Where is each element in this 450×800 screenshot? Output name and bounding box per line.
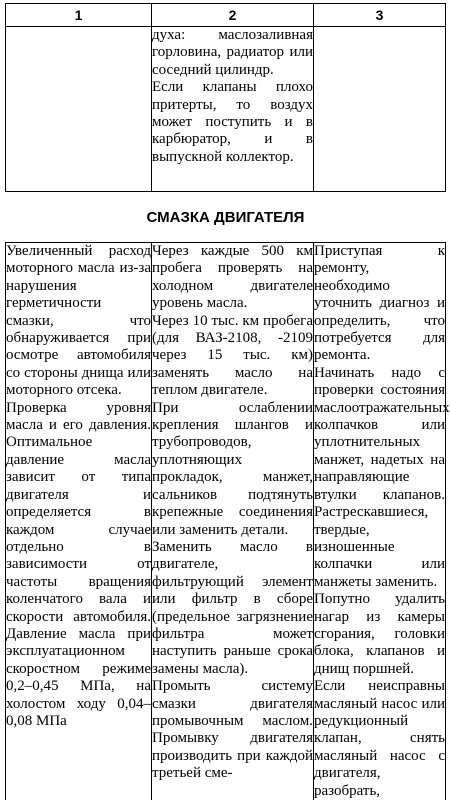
main-col-2: [152, 243, 314, 800]
section-title: СМАЗКА ДВИГАТЕЛЯ: [6, 192, 446, 243]
main-col3-para-4: Если неисправны масляный насос или редукционный клапан, снять масляный насос с двигателя, разобрать,: [314, 678, 445, 800]
header-col-2: 2: [152, 4, 314, 27]
table-row-top: [6, 27, 446, 192]
header-col-3: 3: [314, 4, 446, 27]
top-col2-para-2: Если клапаны плохо притерты, то воздух может поступить и в карбюратор, и в выпускной коллектор.: [152, 79, 313, 166]
main-col2-para-4: Заменить масло в двигателе, фильтрующий элемент или фильтр в сборе (предельное загрязнение фильтра может наступить раньше срока замены масла).: [152, 539, 313, 678]
top-col2-para-1: духа: маслозаливная горловина, радиатор или соседний цилиндр.: [152, 27, 313, 79]
repair-table: [5, 3, 446, 800]
main-col3-para-1: Приступая к ремонту, необходимо уточнить диагноз и определить, что потребуется для ремонта.: [314, 243, 445, 365]
section-row: [6, 192, 446, 243]
main-col2-para-5: Промыть систему смазки двигателя промывочным маслом. Промывку двигателя производить при каждой третьей сме-: [152, 678, 313, 782]
top-col-3: [314, 27, 446, 192]
main-col1-para-1: Увеличенный расход моторного масла из-за нарушения герметичности смазки, что обнаруживается при осмотре автомобиля со стороны днища или моторного отсека.: [6, 243, 151, 400]
table-row-main: [6, 243, 446, 800]
header-col-1: 1: [6, 4, 152, 27]
top-col-1: [6, 27, 152, 192]
document-page: [5, 3, 445, 731]
main-col-3: [314, 243, 446, 800]
table-header-row: [6, 4, 446, 27]
main-col-1: [6, 243, 152, 800]
main-col3-para-2: Начинать надо с проверки состояния маслоотражательных колпачков или уплотнительных манжет, надетых на направляющие втулки клапанов. Растрескавшиеся, твердые, изношенные колпачки или манжеты заменить.: [314, 365, 445, 591]
main-col2-para-1: Через каждые 500 км пробега проверять на холодном двигателе уровень масла.: [152, 243, 313, 313]
top-col-2: [152, 27, 314, 192]
main-col1-para-2: Проверка уровня масла и его давления. Оптимальное давление масла зависит от типа двигателя и определяется в каждом случае отдельно в зависимости от частоты вращения коленчатого вала и скорости автомобиля. Давление масла при эксплуатационном скоростном режиме 0,2–0,45 МПа, на холостом ходу 0,04–0,08 МПа: [6, 400, 151, 731]
main-col2-para-3: При ослаблении крепления шлангов и трубопроводов, уплотняющих прокладок, манжет, сальников подтянуть крепежные соединения или заменить детали.: [152, 400, 313, 539]
main-col2-para-2: Через 10 тыс. км пробега (для ВАЗ-2108, -2109 через 15 тыс. км) заменять масло на теплом двигателе.: [152, 313, 313, 400]
main-col3-para-3: Попутно удалить нагар из камеры сгорания, головки блока, клапанов и днищ поршней.: [314, 591, 445, 678]
